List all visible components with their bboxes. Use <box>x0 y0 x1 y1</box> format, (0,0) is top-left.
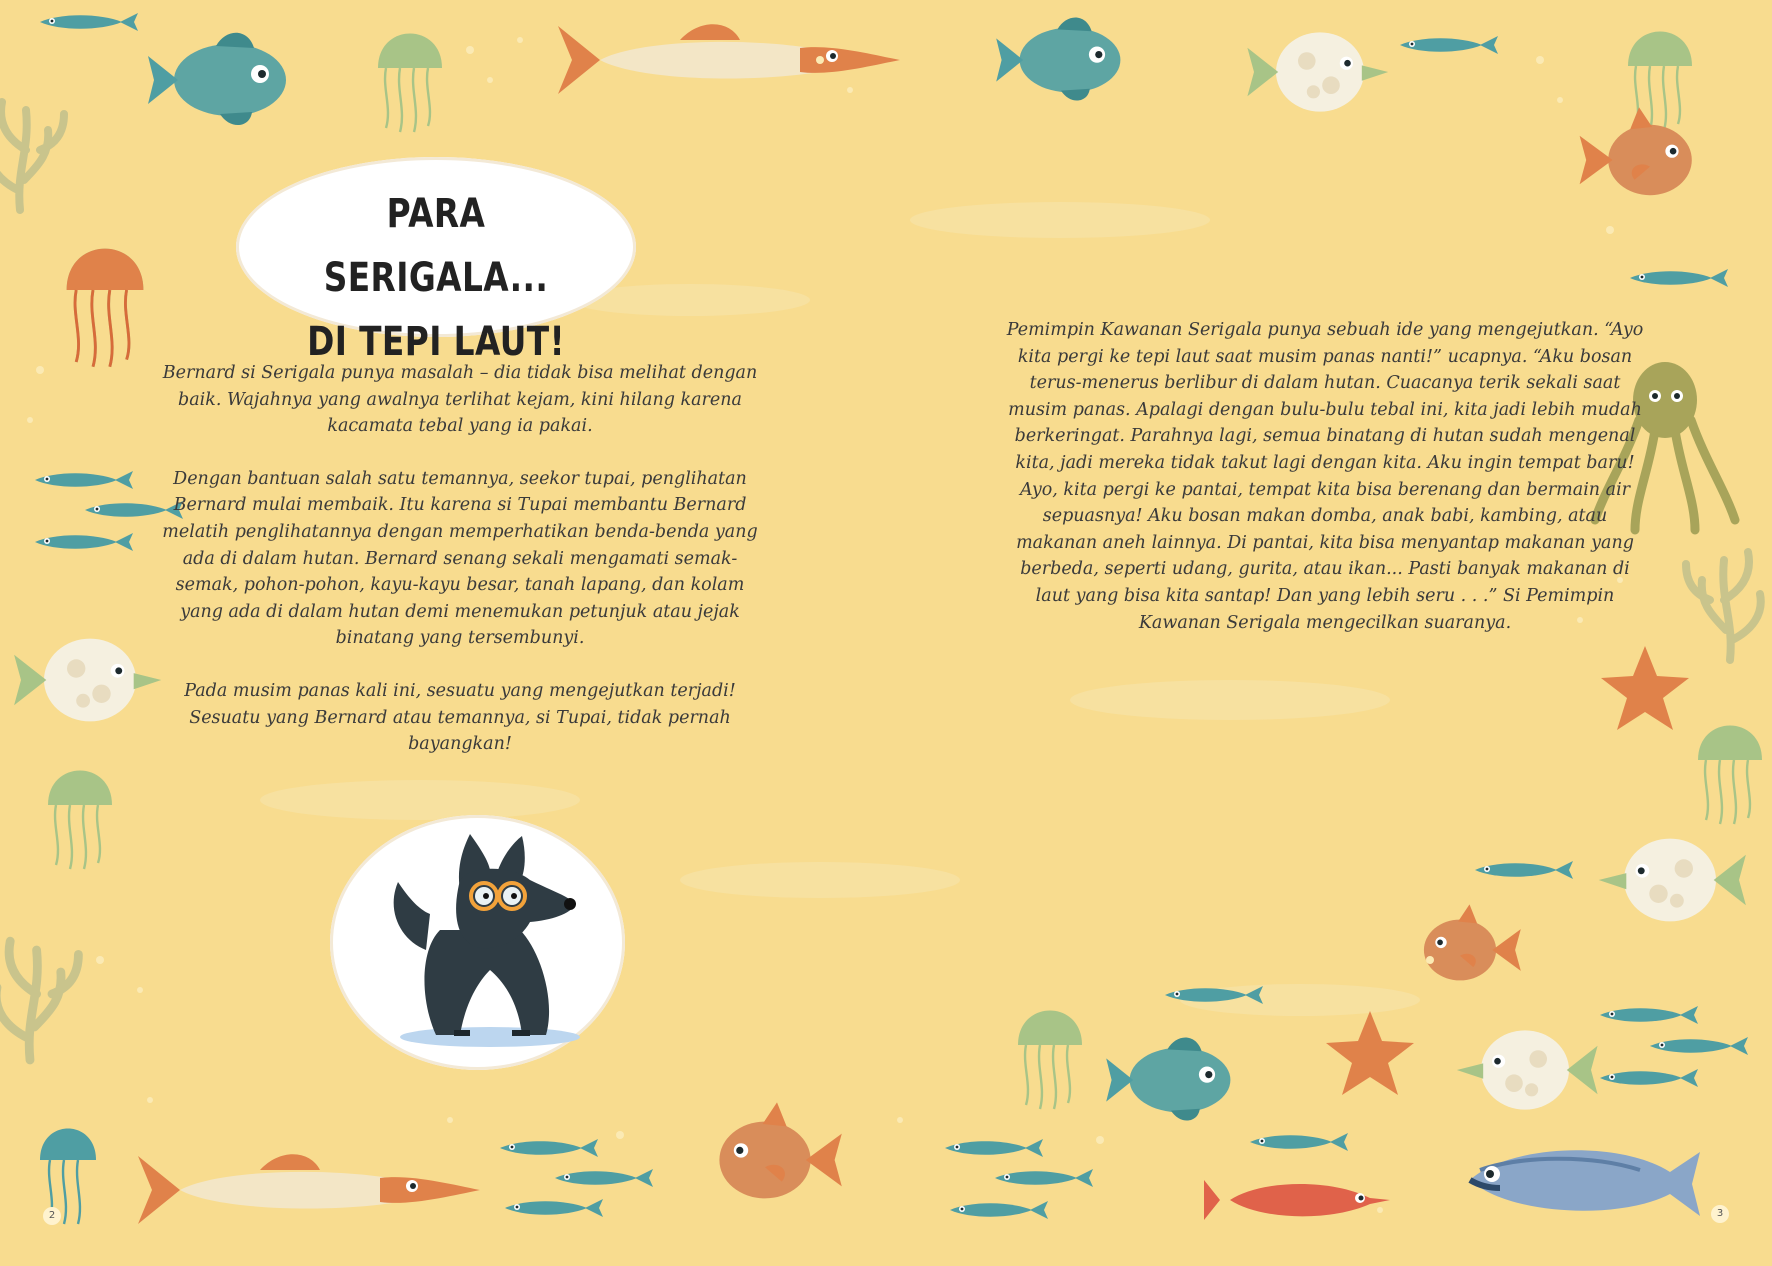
right-page-text <box>1005 317 1645 662</box>
right-paragraph-1: Pemimpin Kawanan Serigala punya sebuah ide yang mengejutkan. “Ayo kita pergi ke tepi laut saat musim panas nanti!” ucapnya. “Aku bosan terus-menerus berlibur di dalam hutan. Cuacanya terik sekali saat musim panas. Apalagi dengan bulu-bulu tebal ini, kita jadi lebih mudah berkeringat. Parahnya lagi, semua binatang di hutan sudah mengenal kita, jadi mereka tidak takut lagi dengan kita. Aku ingin tempat baru! Ayo, kita pergi ke pantai, tempat kita bisa berenang dan bermain air sepuasnya! Aku bosan makan domba, anak babi, kambing, atau makanan aneh lainnya. Di pantai, kita bisa menyantap makanan yang berbeda, seperti udang, gurita, atau ikan... Pasti banyak makanan di laut yang bisa kita santap! Dan yang lebih seru . . .” Si Pemimpin Kawanan Serigala mengecilkan suaranya. <box>1006 320 1644 633</box>
page-number-right: 3 <box>1711 1205 1729 1223</box>
page-number-left: 2 <box>43 1207 61 1225</box>
title-line-1: PARA SERIGALA... <box>323 191 549 301</box>
left-page-text <box>160 360 760 784</box>
page-title <box>272 182 600 374</box>
left-paragraph-1: Bernard si Serigala punya masalah – dia tidak bisa melihat dengan baik. Wajahnya yang awalnya terlihat kejam, kini hilang karena kacamata tebal yang ia pakai. <box>162 363 758 437</box>
left-paragraph-3: Pada musim panas kali ini, sesuatu yang mengejutkan terjadi! Sesuatu yang Bernard atau temannya, si Tupai, tidak pernah bayangkan! <box>184 680 736 755</box>
left-paragraph-2: Dengan bantuan salah satu temannya, seekor tupai, penglihatan Bernard mulai membaik. Itu karena si Tupai membantu Bernard melatih penglihatannya dengan memperhatikan benda-benda yang ada di dalam hutan. Bernard senang sekali mengamati semak-semak, pohon-pohon, kayu-kayu besar, tanah lapang, dan kolam yang ada di dalam hutan demi menemukan petunjuk atau jejak binatang yang tersembunyi. <box>162 468 758 649</box>
title-line-2: DI TEPI LAUT! <box>307 319 565 365</box>
wolf-illustration <box>380 830 600 1055</box>
